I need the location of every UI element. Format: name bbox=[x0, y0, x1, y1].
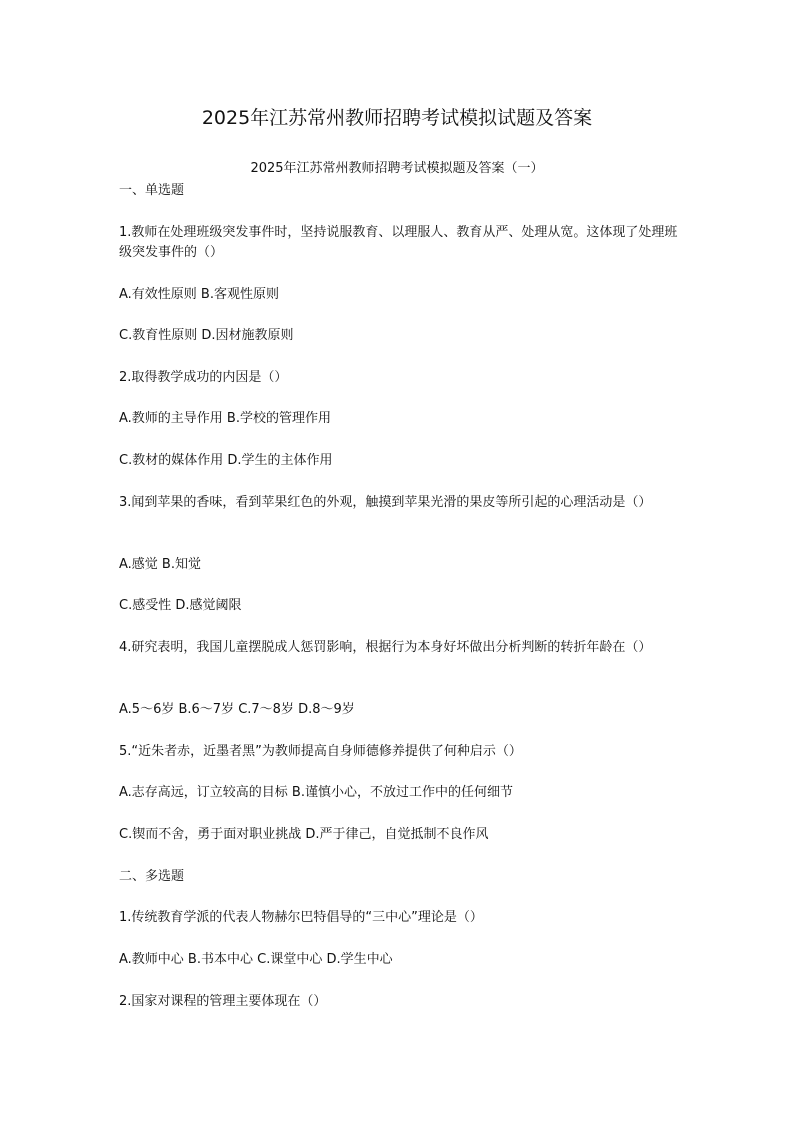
question-text: 2.国家对课程的管理主要体现在（） bbox=[119, 994, 327, 1009]
question-text: 4.研究表明，我国儿童摆脱成人惩罚影响，根据行为本身好坏做出分析判断的转折年龄在（） bbox=[119, 640, 652, 655]
question-text: 1.教师在处理班级突发事件时，坚持说服教育、以理服人、教育从严、处理从宽。这体现了处理班级突发事件的（） bbox=[119, 225, 678, 260]
question-options: A.5～6岁 B.6～7岁 C.7～8岁 D.8～9岁 bbox=[119, 702, 355, 717]
question-options: C.教材的媒体作用 D.学生的主体作用 bbox=[119, 453, 333, 468]
document-subtitle: 2025年江苏常州教师招聘考试模拟题及答案（一） bbox=[250, 161, 544, 176]
question-text: 2.取得教学成功的内因是（） bbox=[119, 370, 288, 385]
section-heading-single-choice: 一、单选题 bbox=[119, 183, 185, 198]
question-options: C.教育性原则 D.因材施教原则 bbox=[119, 328, 294, 343]
question-options: A.教师中心 B.书本中心 C.课堂中心 D.学生中心 bbox=[119, 952, 393, 967]
question-options: A.有效性原则 B.客观性原则 bbox=[119, 287, 279, 302]
question-options: C.锲而不舍，勇于面对职业挑战 D.严于律己，自觉抵制不良作风 bbox=[119, 827, 489, 842]
question-options: C.感受性 D.感觉阈限 bbox=[119, 598, 242, 613]
document-title: 2025年江苏常州教师招聘考试模拟试题及答案 bbox=[201, 107, 593, 129]
question-text: 5.“近朱者赤，近墨者黑”为教师提高自身师德修养提供了何种启示（） bbox=[119, 744, 522, 759]
question-text: 3.闻到苹果的香味，看到苹果红色的外观，触摸到苹果光滑的果皮等所引起的心理活动是（） bbox=[119, 495, 652, 510]
question-text: 1.传统教育学派的代表人物赫尔巴特倡导的“三中心”理论是（） bbox=[119, 910, 483, 925]
question-options: A.志存高远，订立较高的目标 B.谨慎小心，不放过工作中的任何细节 bbox=[119, 785, 513, 800]
question-options: A.感觉 B.知觉 bbox=[119, 557, 201, 572]
section-heading-multiple-choice: 二、多选题 bbox=[119, 869, 185, 884]
question-options: A.教师的主导作用 B.学校的管理作用 bbox=[119, 411, 331, 426]
